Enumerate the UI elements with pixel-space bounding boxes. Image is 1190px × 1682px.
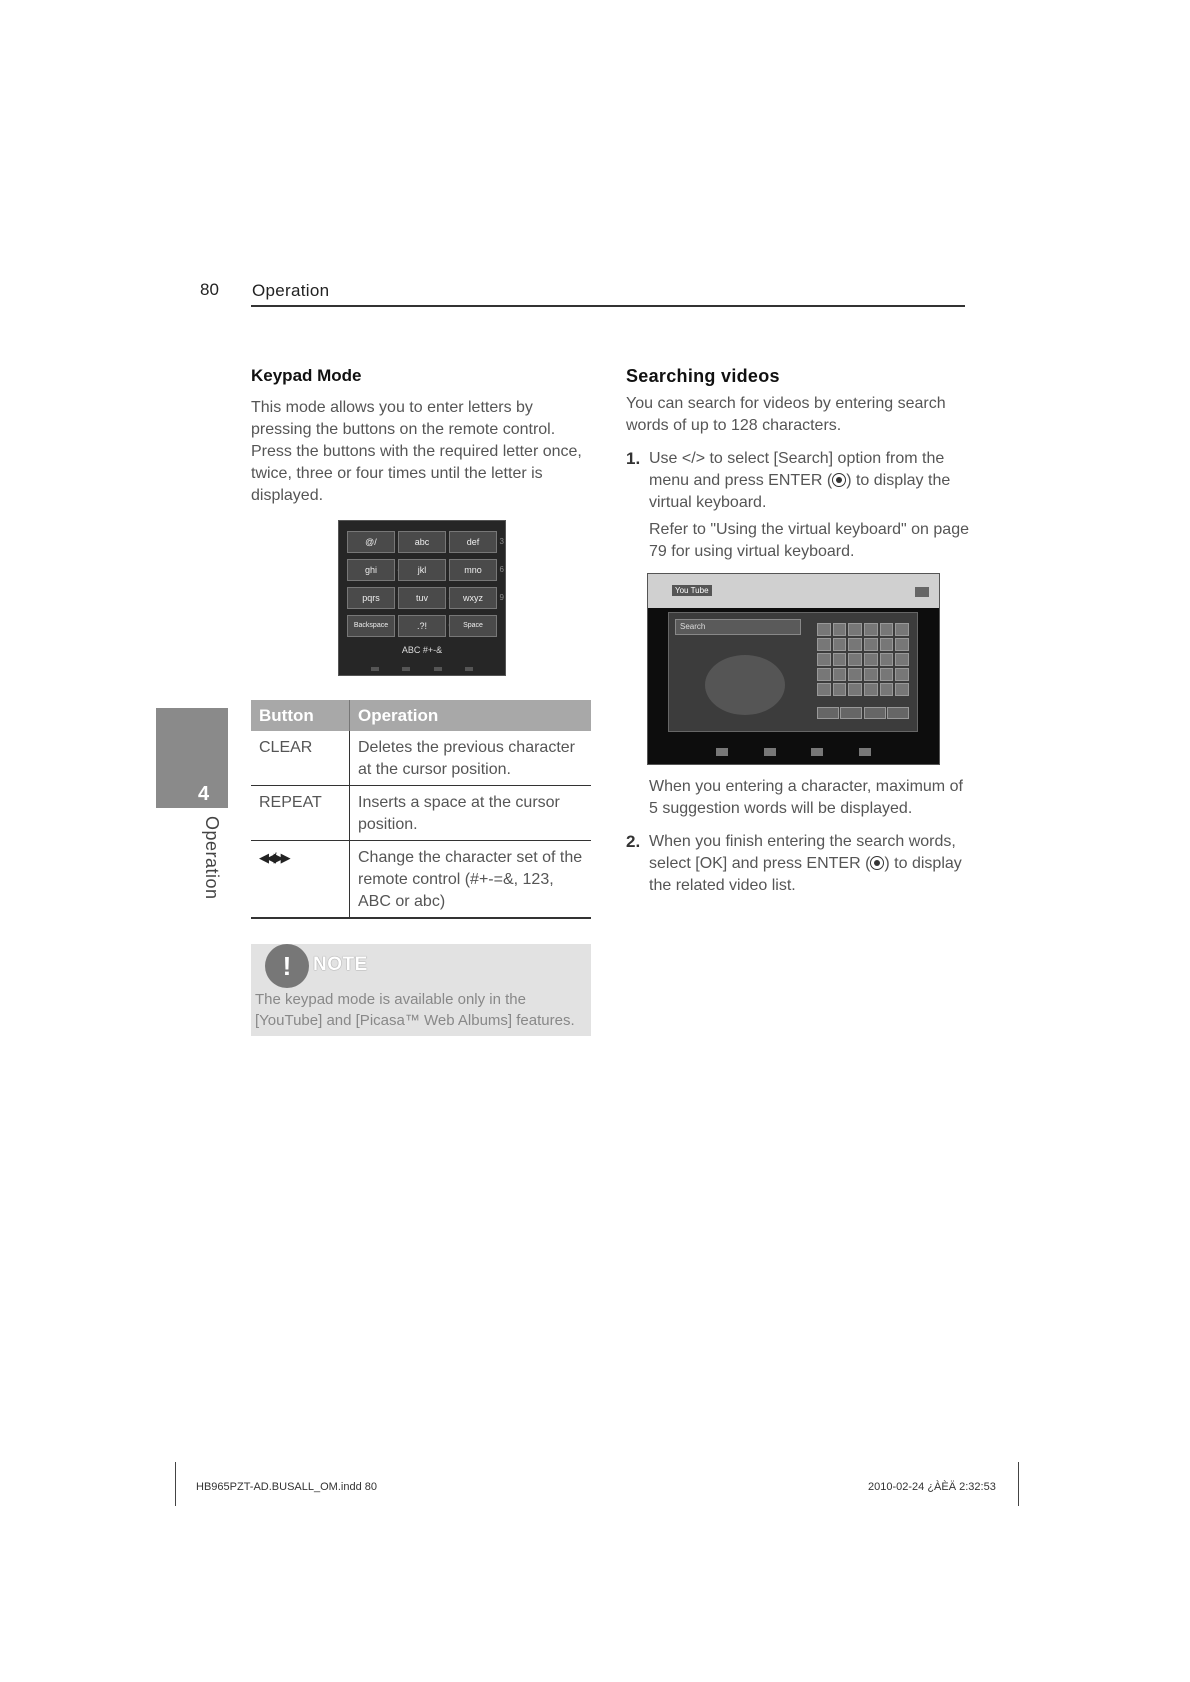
- keypad-row: [347, 531, 504, 553]
- step-1-reference: Refer to "Using the virtual keyboard" on page 79 for using virtual keyboard.: [649, 521, 969, 560]
- step-1-text-end: ) to display the virtual keyboard.: [649, 472, 951, 511]
- keypad-key: .?!: [398, 615, 446, 637]
- step-1: [626, 448, 971, 514]
- footer-rule-right: [1018, 1462, 1019, 1506]
- chapter-label: Operation: [202, 816, 222, 900]
- settings-icon: [915, 587, 929, 597]
- exclamation-icon: !: [265, 944, 309, 988]
- searching-heading: Searching videos: [626, 366, 780, 386]
- keypad-key: abc: [398, 531, 446, 553]
- step-2-text: When you finish entering the search words, select [OK] and press ENTER (: [649, 833, 956, 872]
- keypad-mode-body: This mode allows you to enter letters by pressing the buttons on the remote control. Press the buttons with the required letter once, twice, three or four times until the letter is displayed.: [251, 399, 582, 504]
- step-1-text: Use </> to select [Search] option from the menu and press ENTER (: [649, 450, 945, 489]
- screenshot-legend: [648, 748, 939, 756]
- keypad-row: [347, 559, 504, 581]
- footer-file: HB965PZT-AD.BUSALL_OM.indd 80: [196, 1481, 377, 1493]
- table-cell-operation: Inserts a space at the cursor position.: [350, 786, 592, 841]
- note-text: The keypad mode is available only in the [YouTube] and [Picasa™ Web Albums] features.: [255, 991, 575, 1029]
- video-preview: [705, 655, 785, 715]
- footer-timestamp: 2010-02-24 ¿ÀÈÄ 2:32:53: [868, 1481, 996, 1493]
- enter-icon: [870, 856, 884, 870]
- keypad-key: @/: [347, 531, 395, 553]
- step-2: [626, 831, 971, 897]
- chapter-tab: [156, 708, 228, 808]
- note-box: [251, 944, 591, 1036]
- keypad-footer: [339, 667, 505, 671]
- table-cell-operation: Deletes the previous character at the cursor position.: [350, 731, 592, 786]
- keypad-key: pqrs: [347, 587, 395, 609]
- header-rule: [251, 305, 965, 307]
- table-header-operation: Operation: [350, 700, 592, 731]
- keypad-key: tuv: [398, 587, 446, 609]
- step-2-text-end: ) to display the related video list.: [649, 855, 962, 894]
- keypad-mode-labels: ABC #+-&: [401, 645, 443, 655]
- keypad-key: jkl: [398, 559, 446, 581]
- footer-rule-left: [175, 1462, 176, 1506]
- section-title: Operation: [252, 281, 330, 300]
- virtual-keyboard: [817, 623, 909, 696]
- search-panel: [668, 612, 918, 732]
- table-header-button: Button: [251, 700, 350, 731]
- table-cell-operation: Change the character set of the remote control (#+-=&, 123, ABC or abc): [350, 841, 592, 919]
- suggestion-note: When you entering a character, maximum of 5 suggestion words will be displayed.: [649, 778, 963, 817]
- keyboard-buttons: [817, 707, 909, 719]
- keypad-mode-heading: Keypad Mode: [251, 366, 362, 385]
- table-row: [251, 731, 591, 786]
- step-number: 1.: [626, 449, 641, 468]
- table-row: [251, 786, 591, 841]
- youtube-logo: You Tube: [672, 585, 712, 596]
- keypad-key: Backspace: [347, 615, 395, 637]
- table-cell-button: REPEAT: [251, 786, 350, 841]
- keypad-key: ghi: [347, 559, 395, 581]
- keypad-row: [347, 587, 504, 609]
- screenshot-top-bar: [648, 574, 939, 608]
- search-input: Search: [675, 619, 801, 635]
- table-cell-button: [251, 841, 350, 919]
- search-screenshot: [647, 573, 940, 765]
- step-number: 2.: [626, 832, 641, 851]
- keypad-image: [338, 520, 506, 676]
- searching-intro: You can search for videos by entering search words of up to 128 characters.: [626, 395, 946, 434]
- keypad-key: def 3: [449, 531, 497, 553]
- button-operation-table: [251, 700, 591, 919]
- note-label: NOTE: [313, 954, 368, 975]
- keypad-row: [347, 615, 497, 637]
- skip-arrows-icon: ◀◀/▶▶: [259, 850, 288, 865]
- table-row: [251, 841, 591, 919]
- keypad-key: Space: [449, 615, 497, 637]
- chapter-number: 4: [198, 783, 210, 805]
- enter-icon: [832, 473, 846, 487]
- table-cell-button: CLEAR: [251, 731, 350, 786]
- keypad-key: mno 6: [449, 559, 497, 581]
- page-number: 80: [200, 280, 219, 299]
- keypad-key: wxyz 9: [449, 587, 497, 609]
